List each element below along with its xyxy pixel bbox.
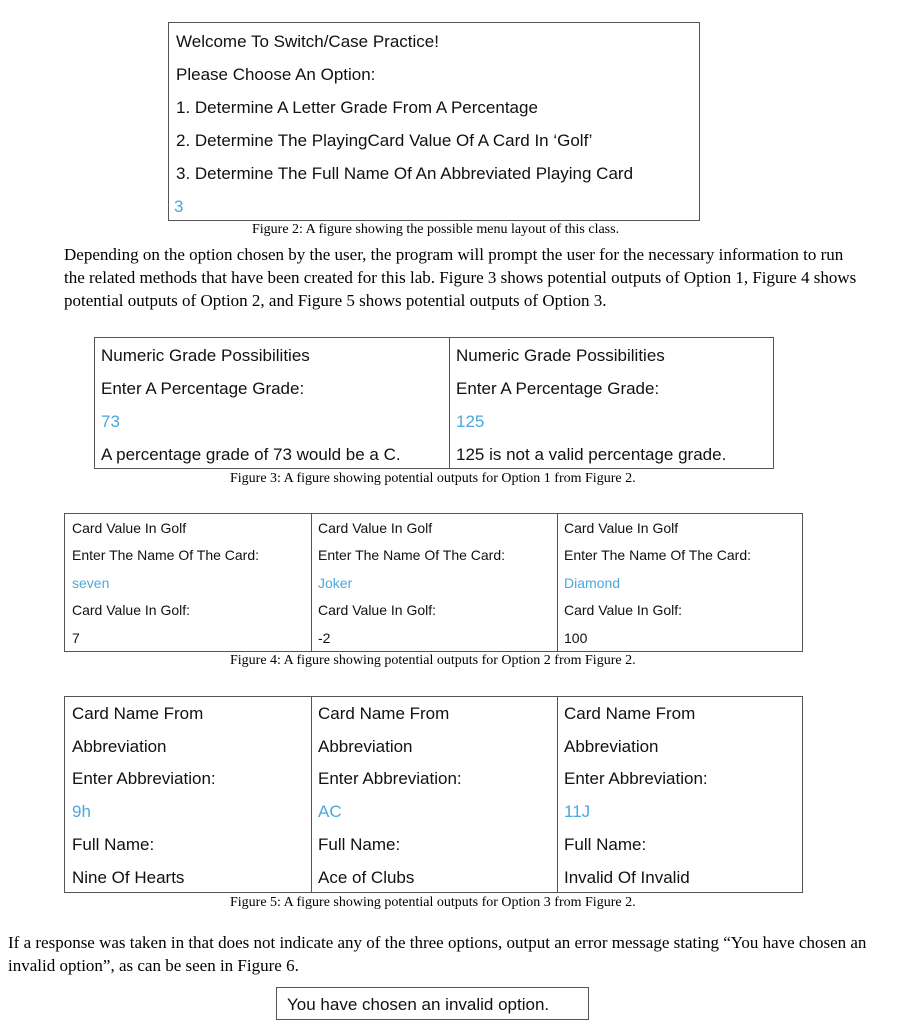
fig5-col3-input: 11J <box>564 802 591 821</box>
fig3-col1-prompt: Enter A Percentage Grade: <box>101 379 305 398</box>
paragraph-intro: Depending on the option chosen by the user, the program will prompt the user for the necessary information to run the related methods that have been created for this lab. Figure 3 shows potential outputs of Option 1, Figure 4 shows potential outputs of Option 2, and Figure 5 shows potential outputs of Option 3. <box>64 245 857 310</box>
fig5-col1-input: 9h <box>72 802 91 821</box>
fig5-col2-title-2: Abbreviation <box>318 737 413 756</box>
fig5-col1-label: Full Name: <box>72 835 155 854</box>
menu-welcome: Welcome To Switch/Case Practice! <box>176 32 439 51</box>
fig5-col2-input: AC <box>318 802 342 821</box>
fig4-col3-value: 100 <box>564 630 588 646</box>
fig3-col1-input: 73 <box>101 412 120 431</box>
fig4-col1-title: Card Value In Golf <box>72 520 187 536</box>
fig4-col2-value: -2 <box>318 630 331 646</box>
fig5-col2-title-1: Card Name From <box>318 704 450 723</box>
error-message: You have chosen an invalid option. <box>287 995 550 1014</box>
fig4-col1-value: 7 <box>72 630 80 646</box>
fig4-col1-prompt: Enter The Name Of The Card: <box>72 547 260 563</box>
fig4-col2-label: Card Value In Golf: <box>318 602 437 618</box>
figure5-caption: Figure 5: A figure showing potential outputs for Option 3 from Figure 2. <box>230 895 636 910</box>
figure3-table <box>94 337 774 469</box>
fig4-col1-label: Card Value In Golf: <box>72 602 191 618</box>
menu-option-3: 3. Determine The Full Name Of An Abbreviated Playing Card <box>176 164 634 183</box>
fig3-col2-prompt: Enter A Percentage Grade: <box>456 379 660 398</box>
menu-user-input: 3 <box>174 197 184 216</box>
figure4-divider-1 <box>311 514 312 651</box>
figure5-table <box>64 696 803 893</box>
fig4-col2-title: Card Value In Golf <box>318 520 433 536</box>
fig3-col2-input: 125 <box>456 412 485 431</box>
fig5-col2-label: Full Name: <box>318 835 401 854</box>
fig4-col1-input: seven <box>72 575 110 591</box>
figure3-caption: Figure 3: A figure showing potential outputs for Option 1 from Figure 2. <box>230 471 636 486</box>
fig5-col1-prompt: Enter Abbreviation: <box>72 769 216 788</box>
figure2-caption: Figure 2: A figure showing the possible menu layout of this class. <box>252 222 620 237</box>
fig3-col1-result: A percentage grade of 73 would be a C. <box>101 445 401 464</box>
figure3-divider <box>449 338 450 468</box>
fig4-col2-prompt: Enter The Name Of The Card: <box>318 547 506 563</box>
fig5-col2-prompt: Enter Abbreviation: <box>318 769 462 788</box>
figure5-divider-2 <box>557 697 558 892</box>
figure5-divider-1 <box>311 697 312 892</box>
fig4-col3-title: Card Value In Golf <box>564 520 679 536</box>
fig3-col2-result: 125 is not a valid percentage grade. <box>456 445 727 464</box>
menu-option-1: 1. Determine A Letter Grade From A Percentage <box>176 98 538 117</box>
fig5-col1-title-1: Card Name From <box>72 704 204 723</box>
fig5-col3-title-1: Card Name From <box>564 704 696 723</box>
figure4-table <box>64 513 803 652</box>
paragraph-invalid-option: If a response was taken in that does not indicate any of the three options, output an error message stating “You have chosen an invalid option”, as can be seen in Figure 6. <box>8 933 867 975</box>
menu-option-2: 2. Determine The PlayingCard Value Of A Card In ‘Golf’ <box>176 131 593 150</box>
figure6-error-box <box>276 987 589 1020</box>
fig5-col1-title-2: Abbreviation <box>72 737 167 756</box>
fig5-col2-value: Ace of Clubs <box>318 868 415 887</box>
fig3-col2-title: Numeric Grade Possibilities <box>456 346 665 365</box>
figure4-caption: Figure 4: A figure showing potential outputs for Option 2 from Figure 2. <box>230 653 636 668</box>
fig5-col3-value: Invalid Of Invalid <box>564 868 690 887</box>
fig4-col3-input: Diamond <box>564 575 621 591</box>
fig4-col3-prompt: Enter The Name Of The Card: <box>564 547 752 563</box>
fig5-col3-title-2: Abbreviation <box>564 737 659 756</box>
fig3-col1-title: Numeric Grade Possibilities <box>101 346 310 365</box>
fig5-col3-label: Full Name: <box>564 835 647 854</box>
figure4-divider-2 <box>557 514 558 651</box>
menu-prompt: Please Choose An Option: <box>176 65 376 84</box>
fig5-col1-value: Nine Of Hearts <box>72 868 185 887</box>
figure2-menu-box <box>168 22 700 221</box>
fig4-col2-input: Joker <box>318 575 353 591</box>
fig4-col3-label: Card Value In Golf: <box>564 602 683 618</box>
fig5-col3-prompt: Enter Abbreviation: <box>564 769 708 788</box>
